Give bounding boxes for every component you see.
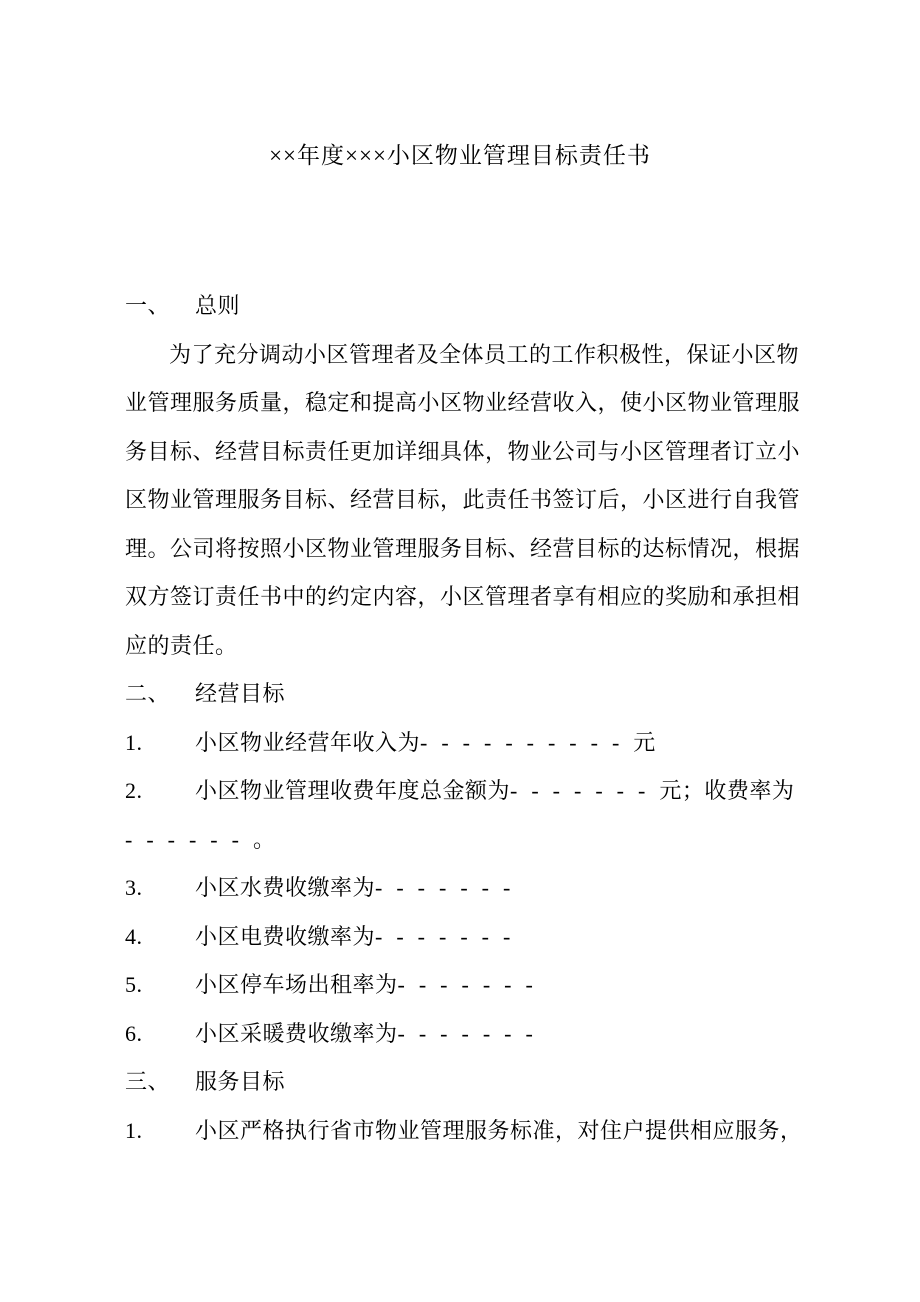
section1-heading-label: 总则 [195,293,241,318]
list-item-text: 小区采暖费收缴率为 [195,1020,398,1046]
paragraph-line: 为了充分调动小区管理者及全体员工的工作积极性，保证小区物 [169,341,800,367]
list-item [125,719,795,768]
list-item-number: 6. [125,1020,143,1046]
list-item [125,1010,795,1059]
list-item-text: 元；收费率为 [659,778,795,803]
list-item [125,961,795,1010]
list-item [125,1107,803,1156]
list-item-text: 。 [252,826,276,852]
blank-line: ------- [510,778,660,803]
paragraph-line: 双方签订责任书中的约定内容，小区管理者享有相应的奖励和承担相 [125,584,801,609]
blank-line: ------- [397,972,547,997]
list-item-number: 5. [125,972,143,997]
list-item-text: 小区电费收缴率为 [195,923,376,949]
list-item-text: 小区停车场出租率为 [195,972,398,997]
list-item-text: 小区严格执行省市物业管理服务标准，对住户提供相应服务， [195,1117,803,1143]
list-item [125,767,795,816]
list-item [125,913,795,962]
list-item-text: 元 [633,729,656,755]
list-item-number: 1. [125,729,143,755]
blank-line: ------ [125,826,253,852]
list-item [125,864,795,913]
list-item-text: 小区物业经营年收入为 [195,729,421,755]
paragraph-line: 业管理服务质量，稳定和提高小区物业经营收入，使小区物业管理服 [125,390,801,415]
list-item-text: 小区物业管理收费年度总金额为 [195,778,511,803]
list-item-text: 小区水费收缴率为 [195,875,376,900]
section2-number: 二、 [125,681,171,706]
blank-line: ------- [375,923,525,949]
blank-line: ------- [375,875,525,900]
paragraph-line: 务目标、经营目标责任更加详细具体，物业公司与小区管理者订立小 [125,438,801,464]
blank-line: ---------- [420,729,634,755]
section1-number: 一、 [125,293,171,318]
document-title: ××年度×××小区物业管理目标责任书 [269,143,651,168]
section1-heading [125,282,795,331]
list-item-number: 3. [125,875,143,900]
list-item-number: 4. [125,923,143,949]
section2-heading [125,670,795,719]
list-item-continuation [125,816,795,865]
section3-heading-label: 服务目标 [195,1069,286,1094]
list-item-number: 2. [125,778,143,803]
paragraph-line: 区物业管理服务目标、经营目标，此责任书签订后，小区进行自我管 [125,487,801,512]
paragraph-line: 应的责任。 [125,632,238,658]
list-item-number: 1. [125,1117,143,1143]
section2-heading-label: 经营目标 [195,681,286,706]
section3-number: 三、 [125,1069,171,1094]
blank-line: ------- [397,1020,547,1046]
paragraph-line: 理。公司将按照小区物业管理服务目标、经营目标的达标情况，根据 [125,535,801,561]
document-body [125,282,803,1155]
section3-heading [125,1058,795,1107]
